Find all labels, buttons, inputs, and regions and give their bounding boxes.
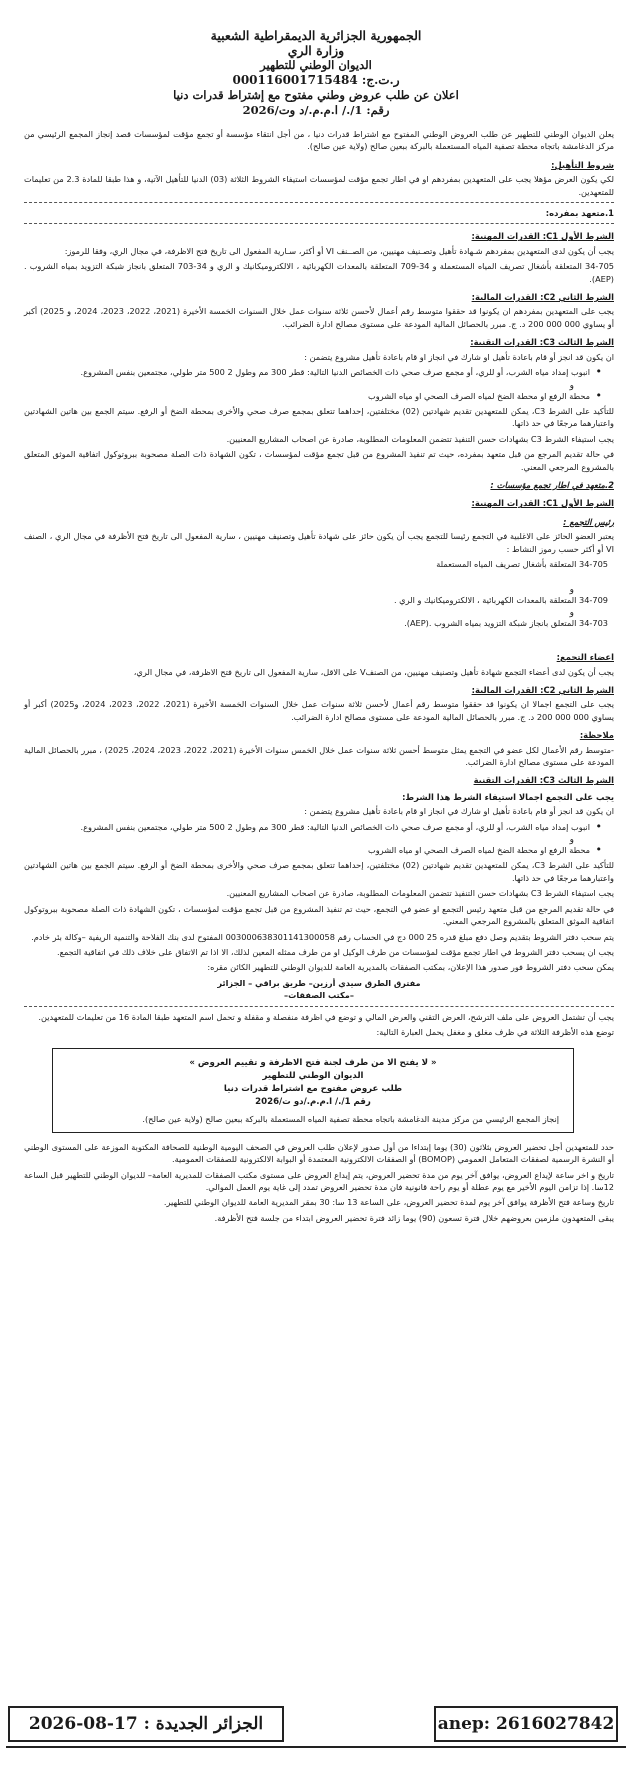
c1-text: يجب أن يكون لدى المتعهدين بمفردهم شـهادة تأهيل وتصـنيف مهنيين، من الصــنف VI أو أكثر، سـارية المفعول الى تاريخ فتح الاظرفة، في مجال الري، وفقا للرموز: [64, 245, 614, 256]
office-title: الديوان الوطني للتطهير [260, 58, 372, 72]
g-c3-consortium-note: في حالة تقديم المرجع من قبل متعهد رئيس التجمع او عضو في التجمع، حيث تم تنفيذ المشروع من قبل تجمع مؤقت لمؤسسات ، تكون الشهادة ذات الصلة مصحوبة ببروتوكول اتفاقية الموثق المتعلق بالمشروع المرجعي المعني. [24, 903, 614, 927]
g-c3-bullet-station: • محطة الرفع او محطة الضخ لمياه الصرف الصحي او مياه الشروب [24, 844, 590, 856]
g-note-text: -متوسط رقم الأعمال لكل عضو في التجمع يمثل متوسط أحسن ثلاثة سنوات عمل خلال الخمس سنوات الأخيرة (2021، 2022، 2023، 2024، 2025) ، مبرر بالحصائل المالية المودعة على مستوى مصالح ادارة الضرائب. [24, 744, 614, 768]
g-members-heading: اعضاء التجمع: [556, 652, 614, 663]
g-c1-heading: الشرط الأول C1: القدرات المهنية: [471, 498, 614, 509]
ministry-title: وزارة الري [287, 43, 345, 58]
g-code-703: 34-703 المتعلق بانجاز شبكة التزويد بمياه الشروب .(AEP). [404, 617, 608, 628]
box-line-4: رقم 1/./ ا.م.م./دو ت/2026 [255, 1097, 371, 1108]
g-c3-text: ان يكون قد انجز أو قام باعادة تأهيل او شارك في انجاز او قام باعادة تأهيل مشروع يتضمن : [304, 806, 614, 817]
g-c3-subheading: يجب على التجمع اجمالا استيفاء الشرط هذا الشرط: [402, 791, 614, 802]
opening-text: تاريخ وساعة فتح الأظرفة يوافق آخر يوم لمدة تحضير العروض، على الساعة 13 سا: 30 بمقر المديرية العامة للديوان الوطني للتطهير. [163, 1197, 614, 1208]
and-separator: و [569, 380, 574, 391]
divider [24, 202, 614, 203]
g-lead-heading: رئيس التجمع : [563, 516, 614, 527]
qualification-heading: شروط التأهيل: [551, 159, 614, 170]
deposit-text: تاريخ و اخر ساعة لإيداع العروض، يوافق آخر يوم من مدة تحضير العروض، يتم إيداع العروض على مستوى مكتب الصفقات للمديرية العامة– للديوان الوطني للتطهير قبل الساعة 12سا. إذا تزامن اليوم الأخير مع يوم عطلة أو يوم راحة قانونية فان مدة تحضير العروض تمدد إلى غاية يوم العمل الموالي. [24, 1169, 614, 1192]
g-note-heading: ملاحظة: [579, 730, 614, 741]
c3-heading: الشرط الثالث C3: القدرات التقنية: [470, 337, 614, 348]
activity-codes: 34-705 المتعلقة بأشغال تصريف المياه المستعملة و 34-709 المتعلقة بالمعدات الكهربائية ، الالكتروميكانيك و الري و 34-703 المتعلق بانجاز شبكة التزويد بمياه الشروب .(AEP). [24, 261, 614, 284]
announcement-title: اعلان عن طلب عروض وطني مفتوح مع إشتراط قدرات دنيا [173, 88, 459, 102]
divider [24, 1006, 614, 1007]
republic-title: الجمهورية الجزائرية الديمقراطية الشعبية [210, 28, 422, 43]
footer [6, 1706, 626, 1740]
divider [24, 223, 614, 224]
c3-bullet-pipeline: • انبوب إمداد مياه الشرب، أو للري، أو مجمع صرف صحي ذات الخصائص الدنيا التالية: قطر 300 مم وطول 2 500 متر طولي، مجتمعين بنفس المشروع. [24, 366, 590, 378]
c2-heading: الشرط الثاني C2: القدرات المالية: [471, 292, 614, 303]
c3-bullet-station: • محطة الرفع او محطة الضخ لمياه الصرف الصحي او مياه الشروب [24, 390, 590, 402]
document-header [6, 28, 626, 118]
offers-envelope-text: توضع هذه الأظرفة الثلاثة في ظرف مغلق و مغفل يحمل العبارة التالية: [376, 1026, 614, 1037]
payment-text: يتم سحب دفتر الشروط بتقديم وصل دفع مبلغ قدره 25 000 دج في الحساب رقم 00300063830114130005​8 المفتوح لدى بنك الفلاحة والتنمية الريفية –وكالة بئر خادم. [31, 931, 614, 942]
withdrawal-text: يمكن سحب دفتر الشروط فور صدور هذا الإعلان، بمكتب الصفقات بالمديرية العامة للديوان الوطني للتطهير الكائن مقره: [207, 962, 614, 973]
and-separator: و [569, 585, 574, 596]
and-separator: و [569, 835, 574, 846]
g-c3-bullet-pipeline: • انبوب إمداد مياه الشرب، أو للري، أو مجمع صرف صحي ذات الخصائص الدنيا التالية: قطر 300 مم وطول 2 500 متر طولي، مجتمعين بنفس المشروع. [24, 821, 590, 833]
envelope-label-box [52, 1048, 574, 1132]
g-c2-text: يجب على التجمع اجمالا ان يكونوا قد حققوا متوسط رقم أعمال لأحسن ثلاثة سنوات عمل خلال السنوات الخمسة الأخيرة (2021، 2022، 2023، 2024، و2025) أكبر أو يساوي 000 000 200 د. ج. مبرر بالحصائل المالية المودعة على مستوى مصالح ادارة الضرائب. [24, 699, 614, 722]
c1-heading: الشرط الأول C1: القدرات المهنية: [471, 231, 614, 242]
anep-reference: anep: 2616027842 [434, 1706, 618, 1742]
g-c3-heading: الشرط الثالث C3: القدرات التقنية [473, 775, 614, 786]
c2-text: يجب على المتعهدين بمفردهم ان يكونوا قد حققوا متوسط رقم أعمال لأحسن ثلاثة سنوات عمل خلال السنوات الخمسة الأخيرة (2021، 2022، 2023، 2024، و 2025) أكبر أو يساوي 000 000 200 د. ج. مبرر بالحصائل المالية المودعة على مستوى مصالح ادارة الضرائب. [24, 306, 614, 329]
c3-consortium-note: في حالة تقديم المرجع من قبل متعهد بمفرده، حيث تم تنفيذ المشروع من قبل تجمع مؤقت لمؤسسات ، تكون الشهادة ذات الصلة مصحوبة ببروتوكول اتفاقية الموثق المتعلق بالمشروع المرجعي المعني. [24, 449, 614, 472]
announcement-page [6, 6, 626, 1764]
intro-paragraph: يعلن الديوان الوطني للتطهير عن طلب العروض الوطني المفتوح مع اشتراط قدرات دنيا ، من أجل انتقاء مؤسسة أو تجمع مؤقت لمؤسسات قصد إنجاز المجمع الرئيسي من مركز الدغامشة باتجاه محطة تصفية المياه المستعملة بالبركة ببعين صالح (ولاية عين صالح). [24, 129, 614, 152]
g-lead-text: يعتبر العضو الحائز على الاغلبية في التجمع رئيسا للتجمع يجب أن يكون حائز على شهادة تأهيل وتصنيف مهنيين ، سارية المفعول الى تاريخ فتح الأظرفة في مجال الري ، الصنف VI أو أكثر حسب رموز النشاط : [24, 531, 614, 554]
box-line-2: الديوان الوطني للتطهير [262, 1071, 364, 1082]
g-members-text: يجب أن يكون لدى أعضاء التجمع شهادة تأهيل وتصنيف مهنيين، من الصنفV على الاقل، سارية المفعول الى تاريخ فتح الاظرفة، في مجال الري، [133, 666, 614, 677]
g-c3-certificates: يجب استيفاء الشرط C3 بشهادات حسن التنفيذ تتضمن المعلومات المطلوبة، صادرة عن اصحاب المشاريع المعنيين. [226, 888, 614, 899]
payment-text-consortium: يجب ان يسحب دفتر الشروط في اطار تجمع مؤقت لمؤسسات من طرف الوكيل او من طرف ممثله المعين لذلك، الا اذا تم الاتفاق على خلاف ذلك في اتفاقية التجمع. [56, 946, 614, 957]
c3-certificates: يجب استيفاء الشرط C3 بشهادات حسن التنفيذ تتضمن المعلومات المطلوبة، صادرة عن اصحاب المشاريع المعنيين. [226, 433, 614, 444]
box-line-5: إنجاز المجمع الرئيسي من مركز مدينة الدغامشة باتجاه محطة تصفية المياه المستعملة بالبركة ببعين صالح (ولاية عين صالح). [142, 1114, 559, 1125]
offers-text: يجب أن تشتمل العروض على ملف الترشح، العرض التقني والعرض المالي و توضع في اظرفة منفصلة و مقفلة و تحمل اسم المتعهد طبقا المادة 16 من تعليمات للمتعهدين. [38, 1011, 614, 1022]
and-separator: و [569, 607, 574, 618]
announcement-ref: رقم: 1/./ ا.م.م./د وت/2026 [242, 103, 390, 117]
section-consortium: 2.متعهد في اطار تجمع مؤسسات : [490, 479, 614, 490]
g-code-709: 34-709 المتعلقة بالمعدات الكهربائية ، الالكتروميكانيك و الري . [393, 595, 608, 606]
office-address: مفترق الطرق سيدي أرزين– طريق براقي – الجزائر [217, 977, 421, 988]
office-desk: –مكتب الصفقات– [284, 990, 354, 1001]
qualification-text: لكي يكون العرض مؤهلا يجب على المتعهدين بمفردهم او في اطار تجمع مؤقت لمؤسسات استيفاء الشروط الثلاثة (03) الدنيا للتأهيل الآتية، و هذا طبقا للمادة 2.3 من تعليمات للمتعهدين. [24, 174, 615, 197]
g-c2-heading: الشرط الثاني C2: القدرات المالية: [471, 685, 614, 695]
c3-text: ان يكون قد انجز أو قام باعادة تأهيل او شارك في انجاز او قام باعادة تأهيل مشروع يتضمن : [304, 351, 614, 362]
c3-confirm: للتأكيد على الشرط C3، يمكن للمتعهدين تقديم شهادتين (02) مختلفتين، إحداهما تتعلق بمجمع صرف صحي والأخرى بمحطة الضخ أو الرفع. سيتم الجمع بين هاتين الشهادتين واعتبارهما مرجعًا في حد ذاتها. [24, 405, 614, 429]
box-line-3: طلب عروض مفتوح مع اشتراط قدرات دنيا [223, 1084, 403, 1095]
section-single-bidder: 1.متعهد بمفرده: [545, 208, 614, 219]
g-code-705: 34-705 المتعلقة بأشغال تصريف المياه المستعملة [436, 558, 608, 569]
newspaper-date: الجزائر الجديدة : 17-08-2026 [8, 1706, 284, 1742]
box-line-1: « لا يفتح الا من طرف لجنة فتح الاظرفة و تقييم العروض » [189, 1058, 437, 1069]
document-body [6, 128, 626, 1224]
nif-number: ر.ت.ج: 000116001715484 [232, 73, 400, 87]
footer-rule [6, 1746, 626, 1748]
validity-text: يبقى المتعهدون ملزمين بعروضهم خلال فترة تسعون (90) يوما زائد فترة تحضير العروض ابتداء من جلسة فتح الأظرفة. [214, 1212, 614, 1223]
deadline-text: حدد للمتعهدين أجل تحضير العروض بثلاثون (30) يوما إبتداءا من أول صدور لإعلان طلب العروض في الصحف اليومية الوطنية للصحافة المكتوبة الموزعة على المستوى الوطني أو النشرة الرسمية لصفقات المتعامل العمومي (BOMOP) أو الصفقات الالكترونية المعتمدة أو البوابة الالكترونية للصفقات العمومية. [24, 1141, 614, 1165]
g-c3-confirm: للتأكيد على الشرط C3، يمكن للمتعهدين تقديم شهادتين (02) مختلفتين، إحداهما تتعلق بمجمع صرف صحي والأخرى بمحطة الضخ أو الرفع. سيتم الجمع بين هاتين الشهادتين واعتبارهما مرجعًا في حد ذاتها. [24, 860, 614, 883]
